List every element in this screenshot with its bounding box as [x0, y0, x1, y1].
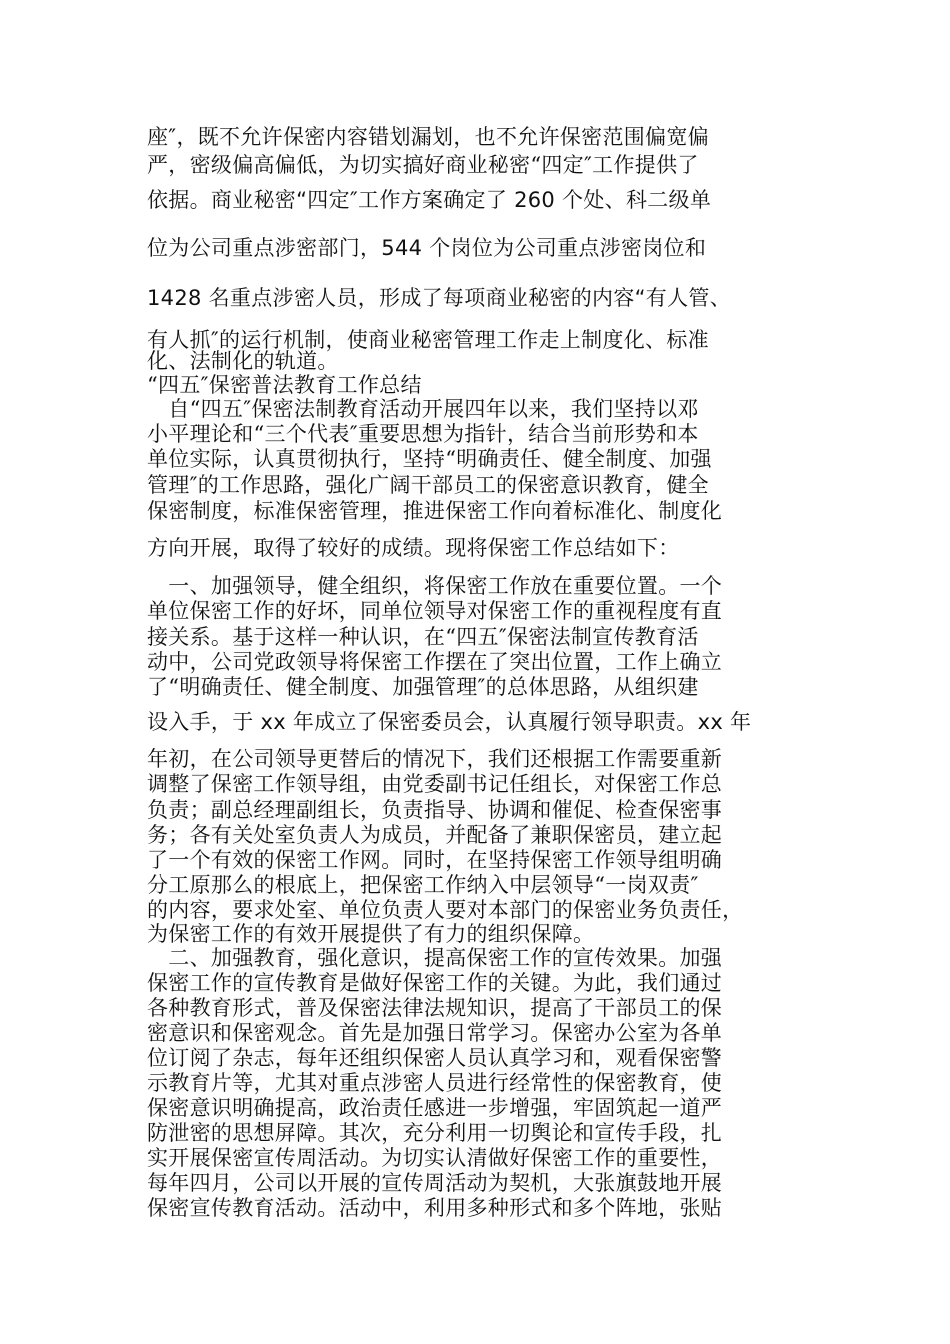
section-heading: “四五″保密普法教育工作总结: [147, 373, 422, 397]
text-line: 接关系。基于这样一种认识，在“四五″保密法制宣传教育活: [147, 625, 699, 649]
text-line: 方向开展，取得了较好的成绩。现将保密工作总结如下：: [147, 536, 680, 560]
text-line: 密意识和保密观念。首先是加强日常学习。保密办公室为各单: [147, 1021, 723, 1045]
text-line: 座″，既不允许保密内容错划漏划，也不允许保密范围偏宽偏: [147, 125, 709, 149]
text-line: 保密工作的宣传教育是做好保密工作的关键。为此，我们通过: [147, 971, 723, 995]
text-line: 设入手，于 xx 年成立了保密委员会，认真履行领导职责。xx 年: [147, 710, 752, 734]
text-line: 了“明确责任、健全制度、加强管理″的总体思路，从组织建: [147, 675, 699, 699]
text-line: 示教育片等，尤其对重点涉密人员进行经常性的保密教育，使: [147, 1071, 723, 1095]
text-line: 年初，在公司领导更替后的情况下，我们还根据工作需要重新: [147, 747, 723, 771]
text-line: 负责；副总经理副组长，负责指导、协调和催促、检查保密事: [147, 798, 723, 822]
text-line: 了一个有效的保密工作网。同时，在坚持保密工作领导组明确: [147, 848, 723, 872]
text-line: 一、加强领导，健全组织，将保密工作放在重要位置。一个: [147, 574, 723, 598]
text-line: 有人抓″的运行机制，使商业秘密管理工作走上制度化、标准: [147, 328, 709, 352]
text-line: 严，密级偏高偏低，为切实搞好商业秘密“四定″工作提供了: [147, 153, 699, 177]
text-line: 调整了保密工作领导组，由党委副书记任组长，对保密工作总: [147, 772, 723, 796]
text-line: 每年四月，公司以开展的宣传周活动为契机，大张旗鼓地开展: [147, 1171, 723, 1195]
text-line: 位为公司重点涉密部门，544 个岗位为公司重点涉密岗位和: [147, 236, 707, 260]
text-line: 各种教育形式，普及保密法律法规知识，提高了干部员工的保: [147, 996, 723, 1020]
text-line: 单位保密工作的好坏，同单位领导对保密工作的重视程度有直: [147, 599, 723, 623]
text-line: 自“四五″保密法制教育活动开展四年以来，我们坚持以邓: [147, 397, 699, 421]
text-line: 务；各有关处室负责人为成员，并配备了兼职保密员，建立起: [147, 823, 723, 847]
text-line: 保密制度，标准保密管理，推进保密工作向着标准化、制度化: [147, 499, 723, 523]
text-line: 保密意识明确提高，政治责任感进一步增强，牢固筑起一道严: [147, 1096, 723, 1120]
text-line: 动中，公司党政领导将保密工作摆在了突出位置，工作上确立: [147, 650, 723, 674]
text-line: 管理″的工作思路，强化广阔干部员工的保密意识教育，健全: [147, 473, 709, 497]
text-line: 化、法制化的轨道。: [147, 349, 339, 373]
text-line: 1428 名重点涉密人员，形成了每项商业秘密的内容“有人管、: [147, 286, 731, 310]
text-line: 小平理论和“三个代表″重要思想为指针，结合当前形势和本: [147, 422, 699, 446]
text-line: 依据。商业秘密“四定″工作方案确定了 260 个处、科二级单: [147, 188, 712, 212]
text-line: 防泄密的思想屏障。其次，充分利用一切舆论和宣传手段，扎: [147, 1121, 723, 1145]
text-line: 位订阅了杂志，每年还组织保密人员认真学习和，观看保密警: [147, 1046, 723, 1070]
text-line: 单位实际，认真贯彻执行，坚持“明确责任、健全制度、加强: [147, 447, 712, 471]
text-line: 保密宣传教育活动。活动中，利用多种形式和多个阵地，张贴: [147, 1196, 723, 1220]
text-line: 分工原那么的根底上，把保密工作纳入中层领导“一岗双责″: [147, 873, 699, 897]
text-line: 为保密工作的有效开展提供了有力的组织保障。: [147, 922, 595, 946]
text-line: 二、加强教育，强化意识，提高保密工作的宣传效果。加强: [147, 946, 723, 970]
text-line: 的内容，要求处室、单位负责人要对本部门的保密业务负责任，: [147, 898, 744, 922]
text-line: 实开展保密宣传周活动。为切实认清做好保密工作的重要性，: [147, 1146, 723, 1170]
